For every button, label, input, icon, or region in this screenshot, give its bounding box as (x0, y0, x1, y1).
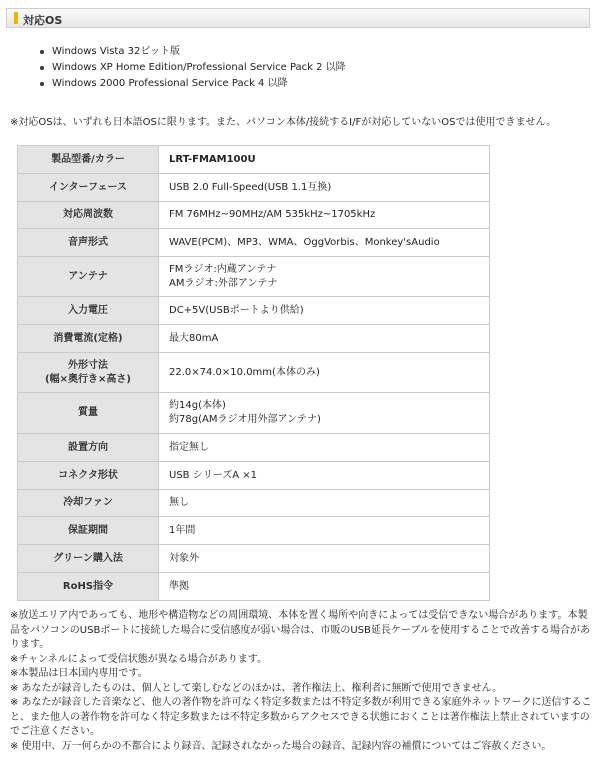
spec-key: 質量 (18, 393, 159, 434)
os-list (40, 44, 346, 92)
os-list-item: Windows 2000 Professional Service Pack 4 以降 (40, 76, 346, 92)
note-item: ※放送エリア内であっても、地形や構造物などの周囲環境、本体を置く場所や向きによっては受信できない場合があります。本製品をパソコンのUSBポートに接続した場合に受信感度が弱い場合は、市販のUSB延長ケーブルを使用することで改善する場合があります。 (10, 610, 590, 650)
os-list-item: Windows Vista 32ビット版 (40, 44, 346, 60)
spec-key: 製品型番/カラー (18, 146, 159, 174)
table-row (18, 462, 490, 490)
table-row (18, 146, 490, 174)
table-row (18, 353, 490, 393)
table-row (18, 517, 490, 545)
note-item: ※ あなたが録音したものは、個人として楽しむなどのほかは、著作権法上、権利者に無断で使用できません。 (10, 682, 503, 694)
table-row (18, 393, 490, 434)
spec-key: 保証期間 (18, 517, 159, 545)
spec-value: 対象外 (159, 545, 490, 573)
table-row (18, 297, 490, 325)
table-row (18, 257, 490, 297)
spec-key: RoHS指令 (18, 573, 159, 601)
spec-key: アンテナ (18, 257, 159, 297)
spec-value: 最大80mA (159, 325, 490, 353)
spec-key: グリーン購入法 (18, 545, 159, 573)
table-row (18, 545, 490, 573)
spec-table (17, 145, 490, 601)
table-row (18, 573, 490, 601)
table-row (18, 434, 490, 462)
note-item: ※チャンネルによって受信状態が異なる場合があります。 (10, 653, 267, 665)
spec-value-line: 約78g(AMラジオ用外部アンテナ) (169, 414, 321, 425)
spec-key: 設置方向 (18, 434, 159, 462)
table-row (18, 202, 490, 229)
spec-key: 入力電圧 (18, 297, 159, 325)
spec-value: 無し (159, 490, 490, 517)
table-row (18, 174, 490, 202)
spec-value-line: 約14g(本体) (169, 400, 226, 411)
spec-value: 1年間 (159, 517, 490, 545)
note-item: ※本製品は日本国内専用です。 (10, 668, 148, 679)
spec-value: 22.0×74.0×10.0mm(本体のみ) (159, 353, 490, 393)
spec-value-multiline (159, 257, 490, 297)
spec-key-multiline (18, 353, 159, 393)
table-row (18, 229, 490, 257)
note-item: ※ あなたが録音した音楽など、他人の著作物を許可なく特定多数または不特定多数が利用できる家庭外ネットワークに送信すること、また他人の著作物を許可なく特定多数または不特定多数からアクセスできる状態におくことは著作権法上禁止されていますのでご注意ください。 (10, 697, 592, 737)
spec-value-line: AMラジオ:外部アンテナ (169, 277, 278, 289)
spec-value: FM 76MHz~90MHz/AM 535kHz~1705kHz (159, 202, 490, 229)
spec-value: 指定無し (159, 434, 490, 462)
os-note: ※対応OSは、いずれも日本語OSに限ります。また、パソコン本体/接続するI/Fが対応していないOSでは使用できません。 (10, 117, 557, 128)
spec-key: 冷却ファン (18, 490, 159, 517)
spec-value-line: FMラジオ:内蔵アンテナ (169, 263, 277, 275)
spec-value: USB シリーズA ×1 (159, 462, 490, 490)
spec-value-multiline (159, 393, 490, 434)
os-list-item: Windows XP Home Edition/Professional Service Pack 2 以降 (40, 60, 346, 76)
note-item: ※ 使用中、万一何らかの不都合により録音、記録されなかった場合の録音、記録内容の補償についてはご容赦ください。 (10, 740, 552, 752)
section-title: 対応OS (23, 14, 63, 27)
spec-value: DC+5V(USBポートより供給) (159, 297, 490, 325)
spec-key: 音声形式 (18, 229, 159, 257)
spec-key: インターフェース (18, 174, 159, 202)
spec-key: 対応周波数 (18, 202, 159, 229)
spec-key: コネクタ形状 (18, 462, 159, 490)
spec-key-line: 外形寸法 (68, 359, 108, 371)
spec-value: USB 2.0 Full-Speed(USB 1.1互換) (159, 174, 490, 202)
spec-key: 消費電流(定格) (18, 325, 159, 353)
table-row (18, 325, 490, 353)
table-row (18, 490, 490, 517)
section-accent-bar (14, 12, 18, 24)
section-header (6, 8, 590, 28)
notes (10, 609, 592, 754)
spec-value: WAVE(PCM)、MP3、WMA、OggVorbis、Monkey'sAudio (159, 229, 490, 257)
spec-value: LRT-FMAM100U (159, 146, 490, 174)
spec-value: 準拠 (159, 573, 490, 601)
spec-key-line: (幅×奥行き×高さ) (45, 373, 131, 385)
